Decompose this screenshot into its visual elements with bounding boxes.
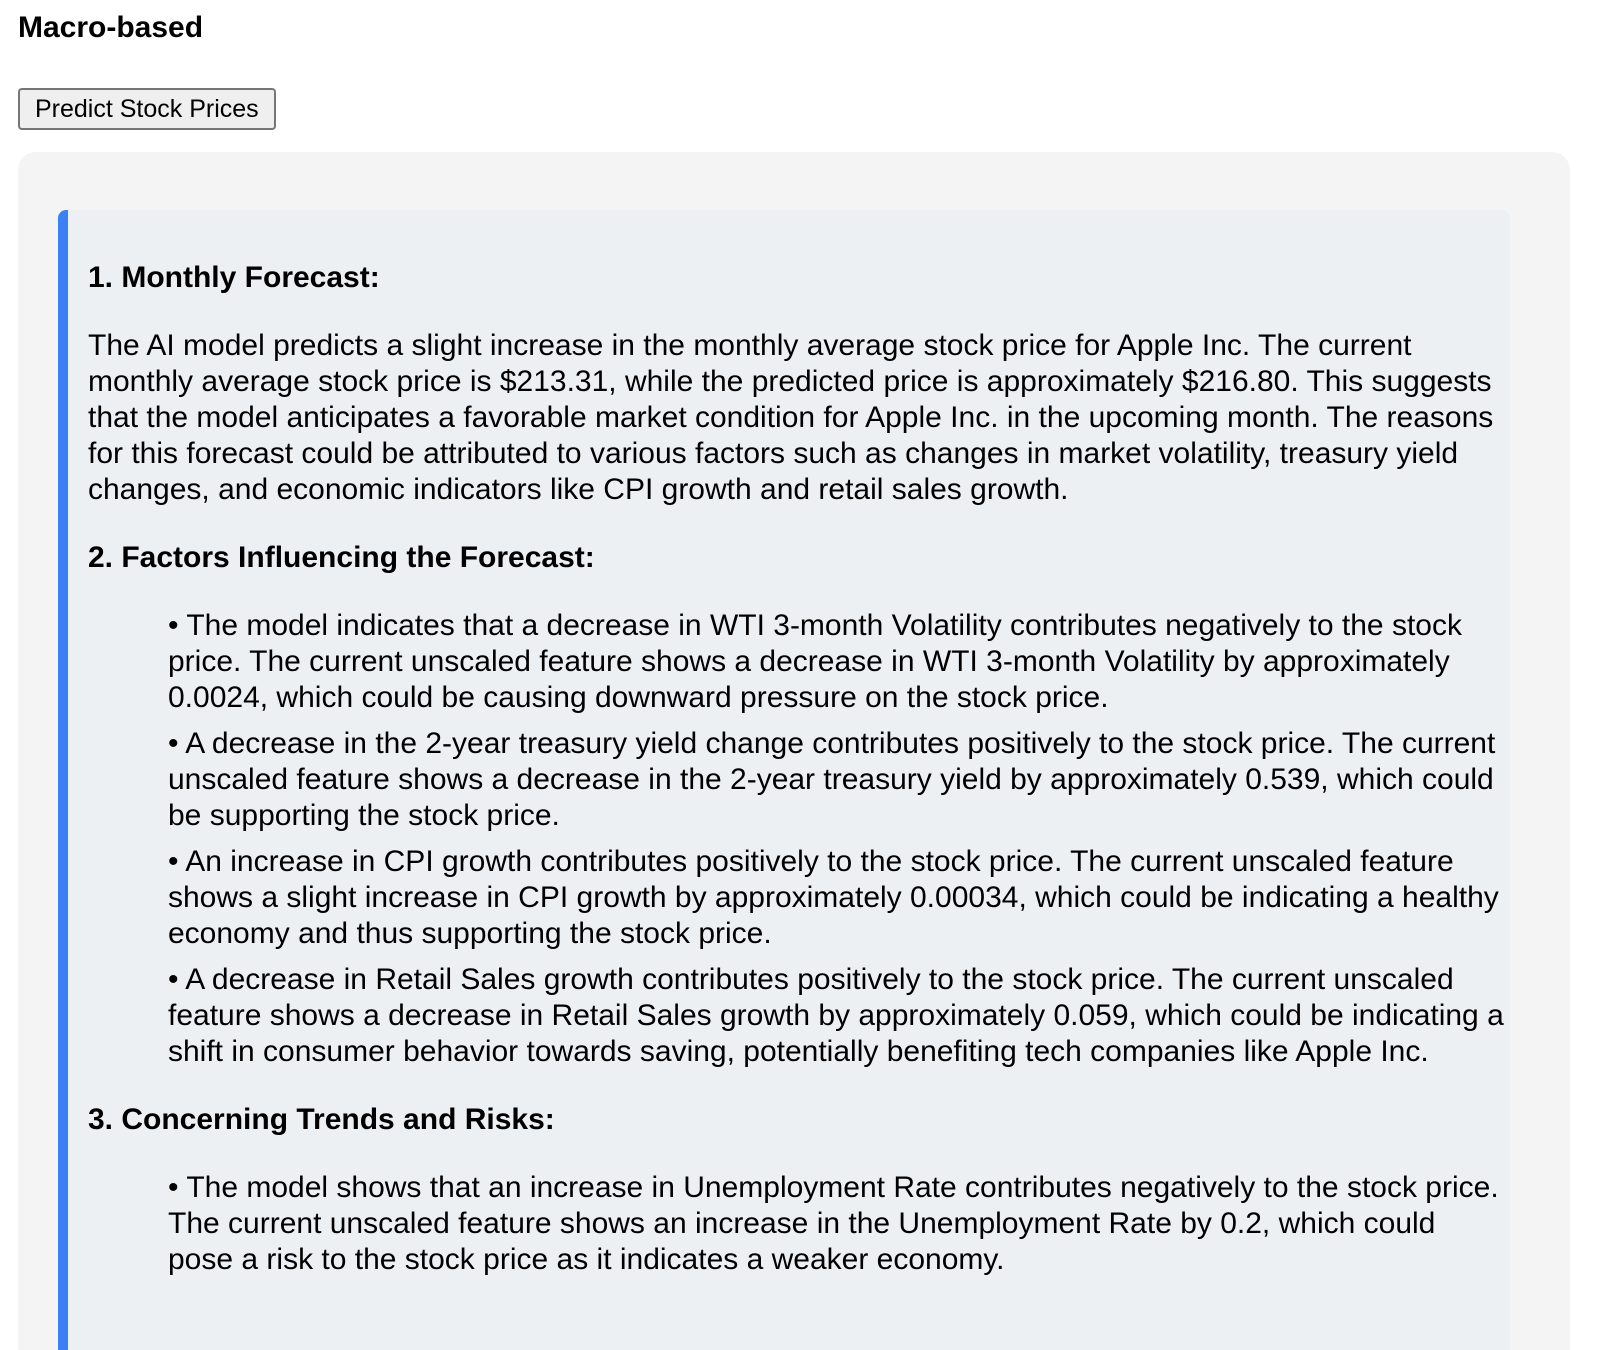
section-heading-monthly-forecast: 1. Monthly Forecast:	[88, 261, 380, 294]
result-panel	[18, 152, 1570, 1350]
section-heading-factors: 2. Factors Influencing the Forecast:	[88, 541, 595, 574]
section-heading-risks: 3. Concerning Trends and Risks:	[88, 1103, 555, 1136]
bullet-icon: •	[168, 963, 179, 996]
list-item-text: The model indicates that a decrease in WTI 3-month Volatility contributes negatively to the stock price. The current unscaled feature shows a decrease in WTI 3-month Volatility by approximately 0.0024, which could be causing downward pressure on the stock price.	[168, 609, 1462, 714]
bullet-icon: •	[168, 1171, 179, 1204]
list-item	[168, 844, 1508, 952]
list-item	[168, 1170, 1508, 1278]
bullet-icon: •	[168, 609, 179, 642]
bullet-icon: •	[168, 727, 179, 760]
list-item-text: The model shows that an increase in Unemployment Rate contributes negatively to the stock price. The current unscaled feature shows an increase in the Unemployment Rate by 0.2, which could pose a risk to the stock price as it indicates a weaker economy.	[168, 1171, 1499, 1276]
list-item	[168, 608, 1508, 716]
analysis-card	[58, 210, 1510, 1350]
list-item-text: A decrease in the 2-year treasury yield change contributes positively to the stock price. The current unscaled feature shows a decrease in the 2-year treasury yield by approximately 0.539, which could be supporting the stock price.	[168, 727, 1496, 832]
page-title: Macro-based	[18, 11, 204, 44]
list-item	[168, 962, 1508, 1070]
list-item-text: An increase in CPI growth contributes positively to the stock price. The current unscaled feature shows a slight increase in CPI growth by approximately 0.00034, which could be indicating a healthy economy and thus supporting the stock price.	[168, 845, 1499, 950]
list-item	[168, 726, 1508, 834]
list-item-text: A decrease in Retail Sales growth contributes positively to the stock price. The current unscaled feature shows a decrease in Retail Sales growth by approximately 0.059, which could be indicating a shift in consumer behavior towards saving, potentially benefiting tech companies like Apple Inc.	[168, 963, 1504, 1068]
predict-stock-prices-button[interactable]: Predict Stock Prices	[18, 88, 276, 130]
bullet-icon: •	[168, 845, 179, 878]
factors-list	[88, 608, 1504, 1070]
risks-list	[88, 1170, 1499, 1278]
monthly-forecast-paragraph: The AI model predicts a slight increase in the monthly average stock price for Apple Inc. The current monthly average stock price is $213.31, while the predicted price is approximately $216.80. This suggests that the model anticipates a favorable market condition for Apple Inc. in the upcoming month. The reasons for this forecast could be attributed to various factors such as changes in market volatility, treasury yield changes, and economic indicators like CPI growth and retail sales growth.	[88, 329, 1494, 506]
